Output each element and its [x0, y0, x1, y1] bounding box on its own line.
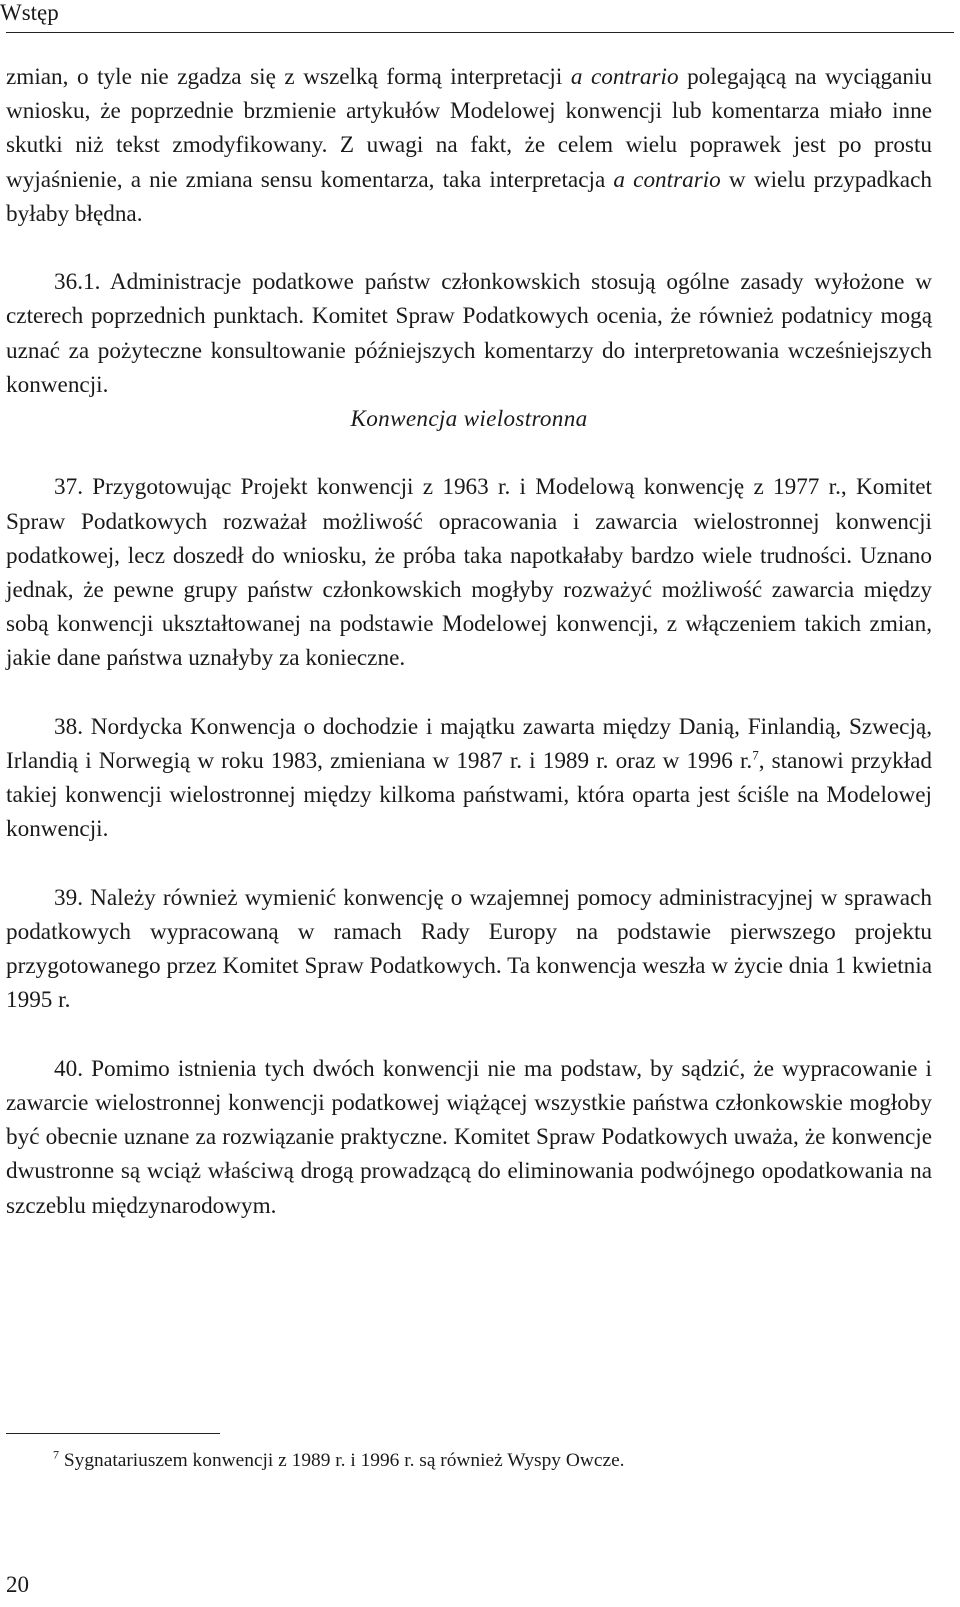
paragraph-text: polegającą na wyciąganiu wniosku, że poprzednie brzmienie artykułów Modelowej konwencji lub komentarza miało inne skutki niż tekst zmodyfikowany. Z uwagi na fakt, że celem wielu poprawek jest po prostu wyjaśnienie, a nie zmiana sensu komentarza, taka interpretacja: [6, 64, 933, 193]
running-head: Wstęp: [0, 0, 59, 25]
italic-term: a contrario: [613, 166, 721, 193]
footnote-rule: [6, 1433, 220, 1434]
section-heading: Konwencja wielostronna: [350, 406, 588, 433]
footnote-text: Sygnatariuszem konwencji z 1989 r. i 1996 r. są również Wyspy Owcze.: [59, 1450, 625, 1471]
paragraph-37: 37. Przygotowując Projekt konwencji z 1963 r. i Modelową konwencję z 1977 r., Komitet Spraw Podatkowych rozważał możliwość opracowania i zawarcia wielostronnej konwencji podatkowej, lecz doszedł do wniosku, że próba taka napotkałaby bardzo wiele trudności. Uznano jednak, że pewne grupy państw członkowskich mogłyby rozważyć możliwość zawarcia między sobą konwencji ukształtowanej na podstawie Modelowej konwencji, z włączeniem takich zmian, jakie dane państwa uznałyby za konieczne.: [6, 474, 932, 672]
body-text: [6, 60, 932, 1223]
paragraph-continuation: [6, 60, 932, 231]
footnote-marker: 7: [53, 1447, 59, 1462]
paragraph-text: zmian, o tyle nie zgadza się z wszelką formą interpretacji: [6, 64, 571, 90]
paragraph-text: w wielu przypadkach byłaby błędna.: [6, 166, 932, 227]
page-number: 20: [6, 1572, 29, 1597]
footnote-reference[interactable]: 7: [752, 747, 759, 763]
header-rule: [6, 32, 954, 33]
paragraph-36: 36.1. Administracje podatkowe państw członkowskich stosują ogólne zasady wyłożone w czterech poprzednich punktach. Komitet Spraw Podatkowych ocenia, że również podatnicy mogą uznać za pożyteczne konsultowanie późniejszych komentarzy do interpretowania wcześniejszych konwencji.: [6, 269, 932, 398]
paragraph-39: 39. Należy również wymienić konwencję o wzajemnej pomocy administracyjnej w sprawach podatkowych wypracowaną w ramach Rady Europy na podstawie pierwszego projektu przygotowanego przez Komitet Spraw Podatkowych. Ta konwencja weszła w życie dnia 1 kwietnia 1995 r.: [6, 884, 932, 1014]
paragraph-38: [6, 710, 932, 847]
paragraph-text: 38. Nordycka Konwencja o dochodzie i majątku zawarta między Danią, Finlandią, Szwecją, Irlandią i Norwegią w roku 1983, zmieniana w 1987 r. i 1989 r. oraz w 1996 r.: [6, 713, 932, 775]
italic-term: a contrario: [570, 64, 679, 90]
paragraph-40: 40. Pomimo istnienia tych dwóch konwencji nie ma podstaw, by sądzić, że wypracowanie i zawarcie wielostronnej konwencji podatkowej wiążącej wszystkie państwa członkowskie mogłoby być obecnie uznane za rozwiązanie praktyczne. Komitet Spraw Podatkowych uważa, że konwencje dwustronne są wciąż właściwą drogą prowadzącą do eliminowania podwójnego opodatkowania na szczeblu międzynarodowym.: [6, 1055, 932, 1219]
footnote: [53, 1448, 625, 1474]
paragraph-text: , stanowi przykład takiej konwencji wielostronnej między kilkoma państwami, która oparta jest ściśle na Modelowej konwencji.: [6, 748, 932, 843]
